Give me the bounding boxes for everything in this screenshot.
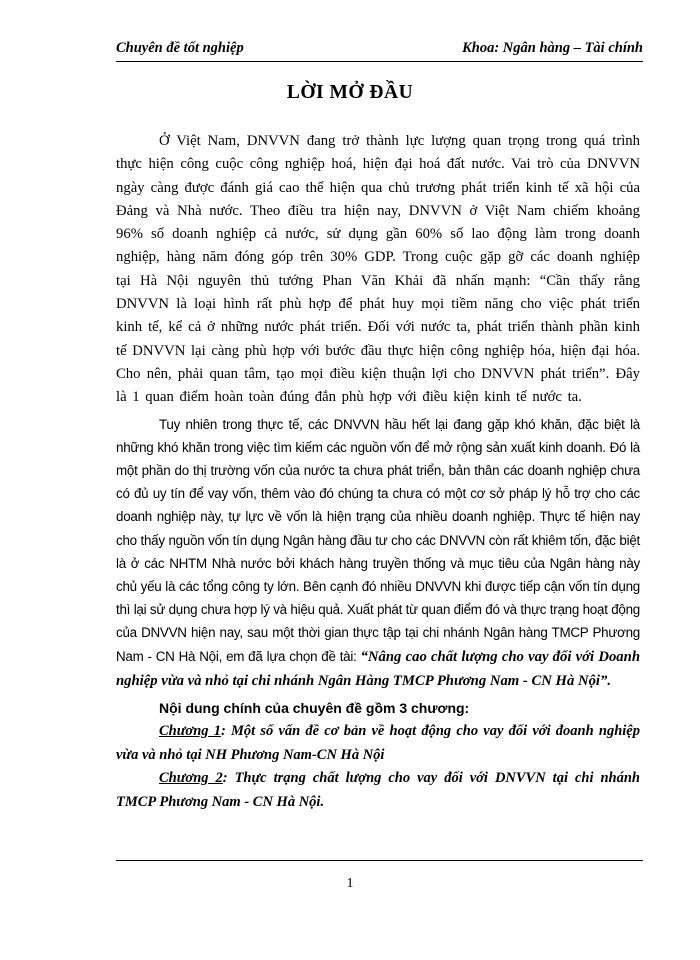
paragraph-2-text: Tuy nhiên trong thực tế, các DNVVN hầu hết lại đang gặp khó khăn, đặc biệt là những khó khăn trong việc tìm kiếm các nguồn vốn để mở rộng sản xuất kinh doanh. Đó là một phần do thị trường vốn của nước ta chưa phát triển, bản thân các doanh nghiệp chưa có đủ uy tín để vay vốn, thêm vào đó chúng ta chưa có một cơ sở pháp lý hỗ trợ cho các doanh nghiệp này, tự lực về vốn là hiện trạng của nhiều doanh nghiệp. Thực tế hiện nay cho thấy nguồn vốn tín dụng Ngân hàng đầu tư cho các DNVVN còn rất khiêm tốn, đặc biệt là ở các NHTM Nhà nước bởi khách hàng truyền thống và mục tiêu của Ngân hàng này chủ yếu là các tổng công ty lớn. Bên cạnh đó nhiều DNVVN khi được tiếp cận vốn tín dụng thì lại sử dụng chưa hợp lý và hiệu quả. Xuất phát từ quan điểm đó và thực trạng hoạt động của DNVVN hiện nay, sau một thời gian thực tập tại chi nhánh Ngân hàng TMCP Phương Nam - CN Hà Nội, em đã lựa chọn đề tài: [116,416,640,664]
paragraph-2 [116,413,640,693]
chapter-label: Chương 2 [159,770,223,786]
section-subheading: Nội dung chính của chuyên đề gồm 3 chương: [159,700,470,716]
page-number: 1 [346,876,354,891]
chapter-label: Chương 1 [159,723,221,739]
document-body [116,130,640,814]
footer-divider [116,860,643,861]
header-left: Chuyên đề tốt nghiệp [116,40,244,56]
header-divider [116,61,643,62]
chapter-text: : Thực trạng chất lượng cho vay đối với DNVVN tại chi nhánh TMCP Phương Nam - CN Hà Nội. [116,770,640,810]
topic-title: “Nâng cao chất lượng cho vay đối với Doanh nghiệp vừa và nhỏ tại chi nhánh Ngân Hàng TMCP Phương Nam - CN Hà Nội”. [116,648,640,689]
header-right: Khoa: Ngân hàng – Tài chính [462,40,643,56]
chapter-item [116,767,640,814]
chapter-text: : Một số vấn đề cơ bản về hoạt động cho vay đối với đoanh nghiệp vừa và nhỏ tại NH Phương Nam-CN Hà Nội [116,723,640,763]
chapter-item [116,720,640,767]
page-title: LỜI MỞ ĐẦU [286,82,414,103]
paragraph-1: Ở Việt Nam, DNVVN đang trở thành lực lượng quan trọng trong quá trình thực hiện công cuộc công nghiệp hoá, hiện đại hoá đất nước. Vai trò của DNVVN ngày càng được đánh giá cao thể hiện qua chủ trương phát triển kinh tế xã hội của Đảng và Nhà nước. Theo điều tra hiện nay, DNVVN ở Việt Nam chiếm khoảng 96% số doanh nghiệp cả nước, sử dụng gần 60% số lao động làm trong doanh nghiệp, hàng năm đóng góp trên 30% GDP. Trong cuộc gặp gỡ các doanh nghiệp tại Hà Nội nguyên thủ tướng Phan Văn Khải đã nhấn mạnh: “Cần thấy rằng DNVVN là loại hình rất phù hợp để phát huy mọi tiềm năng cho việc phát triển kinh tế, kể cả ở những nước phát triển. Đối với nước ta, phát triển thành phần kinh tế DNVVN lại càng phù hợp với bước đầu thực hiện công nghiệp hóa, hiện đại hóa. Cho nên, phải quan tâm, tạo mọi điều kiện thuận lợi cho DNVVN phát triển”. Đây là 1 quan điểm hoàn toàn đúng đắn phù hợp với điều kiện kinh tế nước ta. [116,133,640,406]
page-header [116,40,643,60]
